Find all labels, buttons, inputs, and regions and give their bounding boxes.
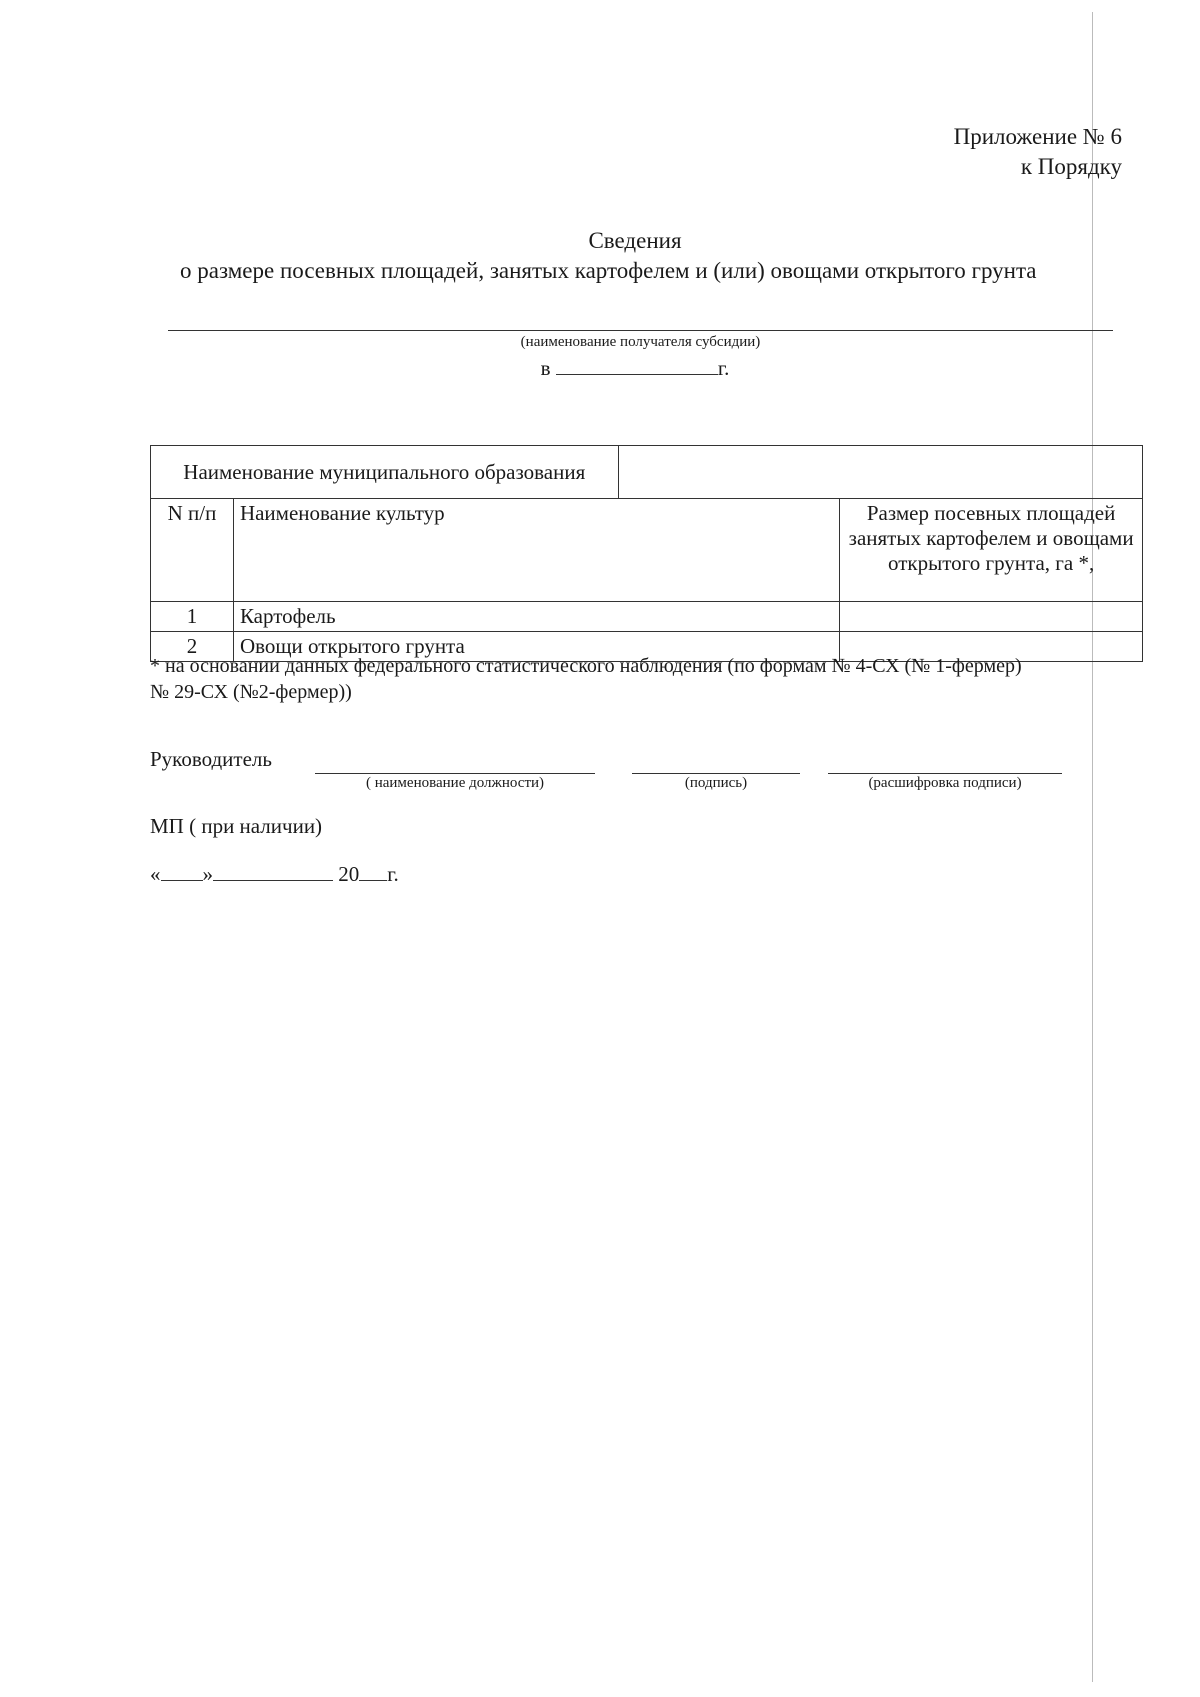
table-header-row [151,499,1143,602]
month-field[interactable] [213,862,333,881]
footnote-line-1: * на основании данных федерального статистического наблюдения (по формам № 4-СХ (№ 1-фермер) [150,655,1022,677]
signature-field[interactable] [632,773,800,792]
footnote-line-2: № 29-СХ (№2-фермер)) [150,681,352,703]
header-num: N п/п [151,499,234,602]
signature-label: Руководитель [150,747,272,771]
decode-caption: (расшифровка подписи) [868,775,1022,791]
row-num: 1 [151,602,234,632]
signature-decode-field[interactable] [828,773,1062,792]
position-caption: ( наименование должности) [365,775,545,791]
period-line [0,356,1200,381]
appendix-number: Приложение № 6 [953,124,1122,149]
signature-caption: (подпись) [684,775,748,791]
row-area-cell[interactable] [840,602,1143,632]
position-field[interactable] [315,773,595,792]
year-field[interactable] [359,862,387,881]
date-close-quote: » [202,862,213,886]
period-field[interactable] [556,356,718,375]
year-suffix: г. [387,862,399,886]
footnote [150,653,1022,705]
period-prefix: в [540,356,551,380]
row-crop: Картофель [233,602,839,632]
municipality-label: Наименование муниципального образования [151,446,619,499]
day-field[interactable] [161,862,203,881]
row-crop: Овощи открытого грунта [233,632,839,662]
document-subtitle: о размере посевных площадей, занятых картофелем и (или) овощами открытого грунта [180,258,1037,283]
recipient-name-field[interactable] [168,330,1113,331]
municipality-value-cell[interactable] [618,446,1142,499]
stamp-label: МП ( при наличии) [150,814,323,838]
appendix-order: к Порядку [1020,154,1122,179]
document-title: Сведения [588,228,682,253]
row-num: 2 [151,632,234,662]
crop-area-table [150,445,1143,662]
date-line [150,862,399,887]
municipality-row [151,446,1143,499]
table-row [151,602,1143,632]
header-area: Размер посевных площадей занятых картофелем и овощами открытого грунта, га *, [840,499,1143,602]
period-suffix: г. [717,356,730,380]
appendix-reference [954,122,1122,182]
scan-edge-line [1092,12,1093,1682]
year-prefix: 20 [338,862,360,886]
recipient-caption: (наименование получателя субсидии) [520,334,761,350]
header-crop: Наименование культур [233,499,839,602]
date-open-quote: « [150,862,161,886]
